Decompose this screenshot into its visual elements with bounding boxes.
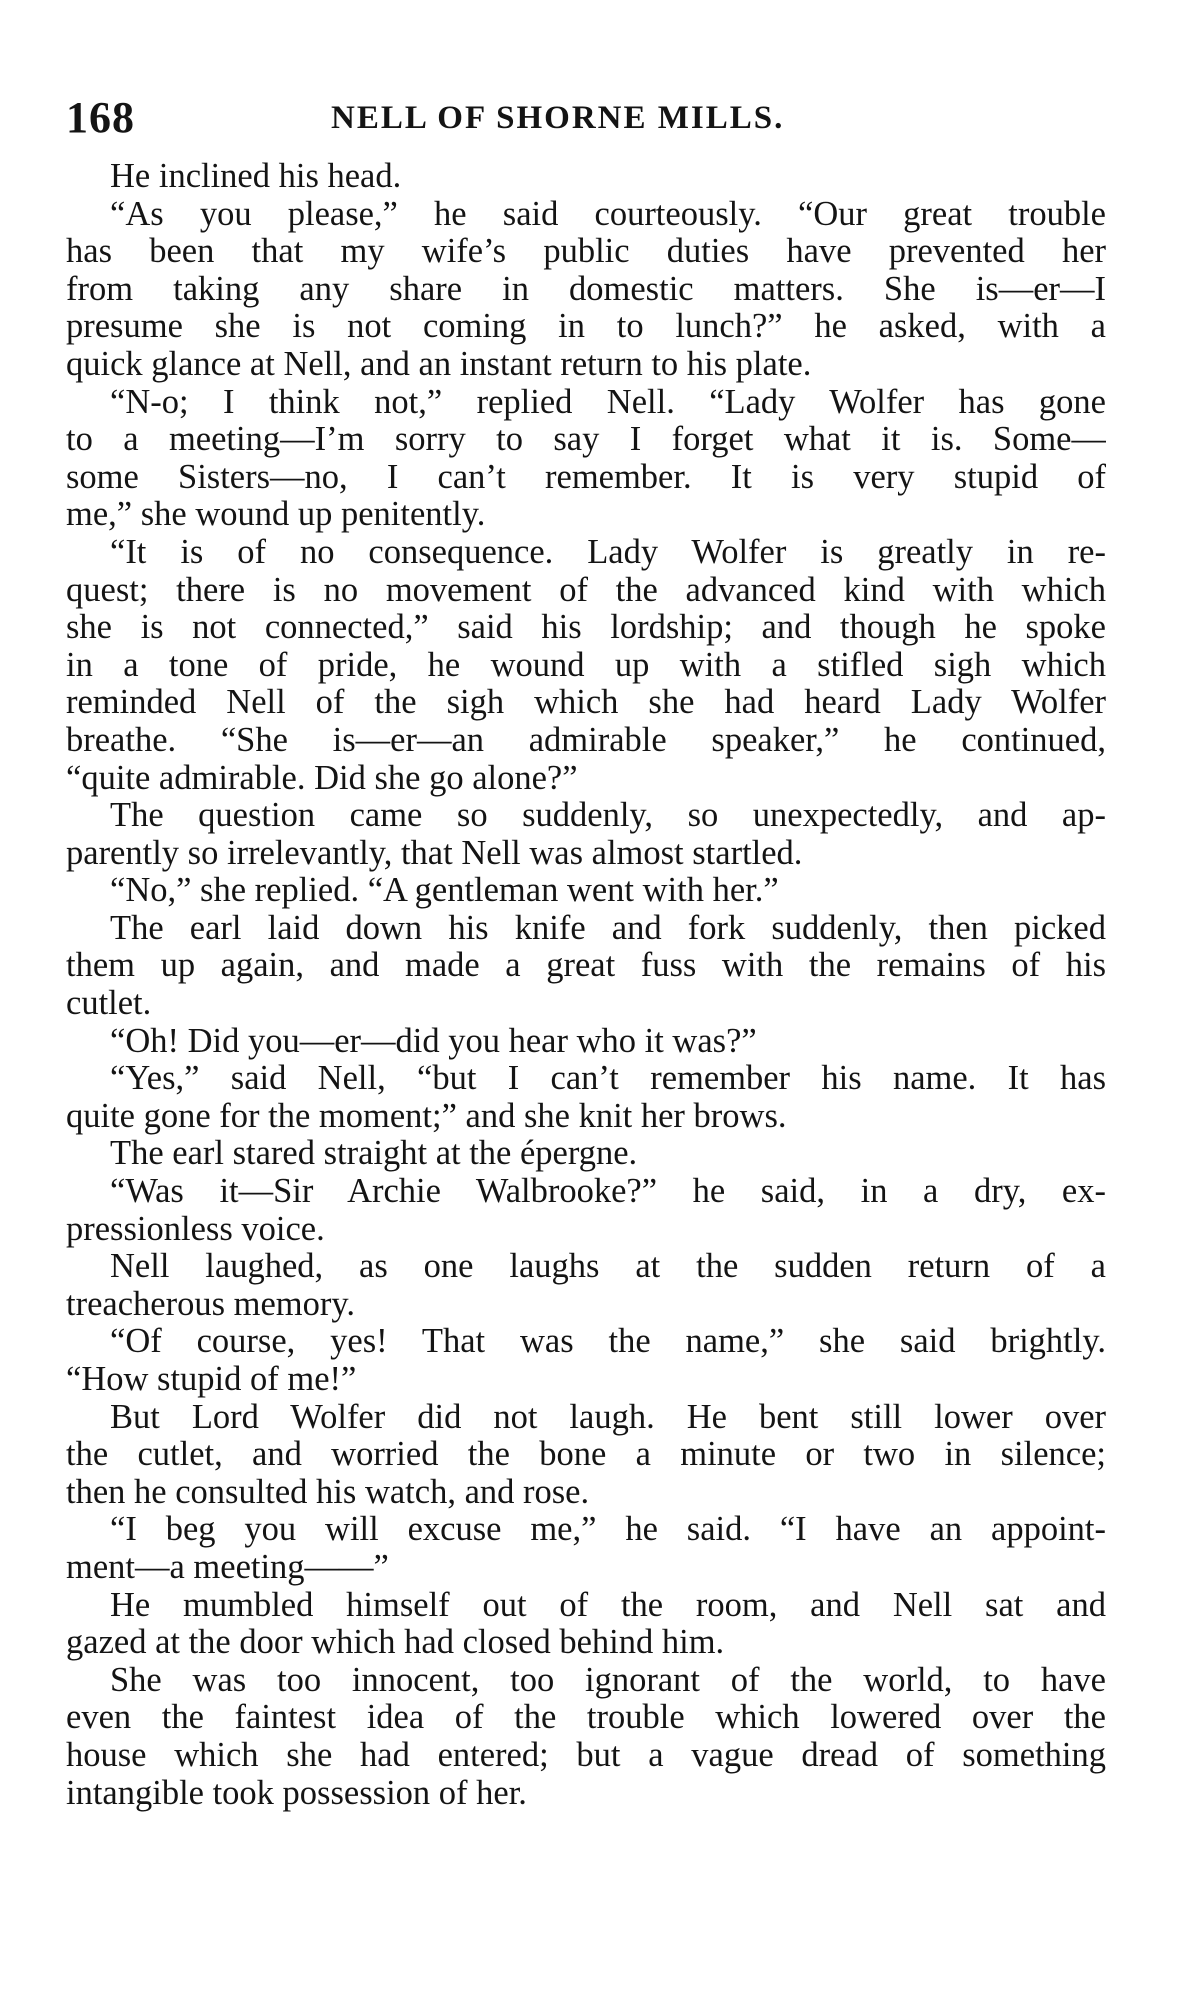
text-line: them up again, and made a great fuss with the remains of his	[66, 947, 1106, 985]
text-line: pressionless voice.	[66, 1210, 325, 1248]
text-line: cutlet.	[66, 985, 152, 1023]
text-line: house which she had entered; but a vague dread of something	[66, 1736, 1106, 1774]
text-line: Nell laughed, as one laughs at the sudden return of a	[110, 1248, 1106, 1286]
paragraph	[66, 1135, 1106, 1173]
text-line: “Oh! Did you—er—did you hear who it was?”	[110, 1022, 757, 1060]
paragraph	[66, 910, 1106, 1023]
text-line: to a meeting—I’m sorry to say I forget what it is. Some—	[66, 421, 1106, 459]
text-line: quite gone for the moment;” and she knit her brows.	[66, 1097, 787, 1135]
paragraph	[66, 534, 1106, 797]
paragraph	[66, 158, 1106, 196]
text-line: the cutlet, and worried the bone a minute or two in silence;	[66, 1436, 1106, 1474]
text-line: “N-o; I think not,” replied Nell. “Lady Wolfer has gone	[110, 383, 1106, 421]
text-line: reminded Nell of the sigh which she had heard Lady Wolfer	[66, 684, 1106, 722]
running-head	[66, 88, 1106, 148]
text-line: she is not connected,” said his lordship; and though he spoke	[66, 609, 1106, 647]
text-line: “It is of no consequence. Lady Wolfer is greatly in re-	[110, 533, 1106, 571]
paragraph	[66, 1060, 1106, 1135]
paragraph	[66, 1248, 1106, 1323]
paragraph	[66, 1023, 1106, 1061]
text-line: even the faintest idea of the trouble which lowered over the	[66, 1699, 1106, 1737]
text-line: treacherous memory.	[66, 1285, 355, 1323]
text-line: The earl stared straight at the épergne.	[110, 1135, 638, 1173]
paragraph	[66, 872, 1106, 910]
text-line: “No,” she replied. “A gentleman went with her.”	[110, 872, 779, 910]
paragraph	[66, 1323, 1106, 1398]
text-line: He mumbled himself out of the room, and Nell sat and	[110, 1586, 1106, 1624]
text-line: then he consulted his watch, and rose.	[66, 1473, 590, 1511]
text-line: “Of course, yes! That was the name,” she said brightly.	[110, 1323, 1106, 1361]
text-line: “Yes,” said Nell, “but I can’t remember his name. It has	[110, 1060, 1106, 1098]
text-line: me,” she wound up penitently.	[66, 496, 486, 534]
text-line: presume she is not coming in to lunch?” he asked, with a	[66, 308, 1106, 346]
paragraph	[66, 196, 1106, 384]
text-line: “As you please,” he said courteously. “Our great trouble	[110, 195, 1106, 233]
paragraph	[66, 797, 1106, 872]
text-line: in a tone of pride, he wound up with a stifled sigh which	[66, 646, 1106, 684]
text-line: She was too innocent, too ignorant of the world, to have	[110, 1661, 1106, 1699]
paragraph	[66, 1511, 1106, 1586]
text-line: “quite admirable. Did she go alone?”	[66, 759, 578, 797]
text-line: has been that my wife’s public duties have prevented her	[66, 233, 1106, 271]
text-line: parently so irrelevantly, that Nell was almost startled.	[66, 834, 803, 872]
text-line: quest; there is no movement of the advanced kind with which	[66, 571, 1106, 609]
text-line: gazed at the door which had closed behind him.	[66, 1624, 725, 1662]
text-line: breathe. “She is—er—an admirable speaker,” he continued,	[66, 721, 1106, 759]
text-line: ment—a meeting——”	[66, 1548, 389, 1586]
body-text	[66, 158, 1106, 1812]
text-line: But Lord Wolfer did not laugh. He bent still lower over	[110, 1398, 1106, 1436]
text-line: quick glance at Nell, and an instant return to his plate.	[66, 345, 812, 383]
paragraph	[66, 1662, 1106, 1812]
text-line: “Was it—Sir Archie Walbrooke?” he said, in a dry, ex-	[110, 1173, 1106, 1211]
text-line: some Sisters—no, I can’t remember. It is very stupid of	[66, 458, 1106, 496]
paragraph	[66, 1173, 1106, 1248]
text-line: He inclined his head.	[110, 158, 402, 195]
page-number: 168	[66, 93, 135, 142]
paragraph	[66, 1587, 1106, 1662]
text-line: The earl laid down his knife and fork suddenly, then picked	[110, 909, 1106, 947]
text-line: “How stupid of me!”	[66, 1361, 357, 1398]
text-line: from taking any share in domestic matters. She is—er—I	[66, 270, 1106, 308]
paragraph	[66, 384, 1106, 534]
text-line: The question came so suddenly, so unexpectedly, and ap-	[110, 797, 1106, 835]
paragraph	[66, 1399, 1106, 1512]
text-line: intangible took possession of her.	[66, 1774, 527, 1812]
text-line: “I beg you will excuse me,” he said. “I have an appoint-	[110, 1511, 1106, 1549]
running-title: NELL OF SHORNE MILLS.	[331, 100, 785, 136]
